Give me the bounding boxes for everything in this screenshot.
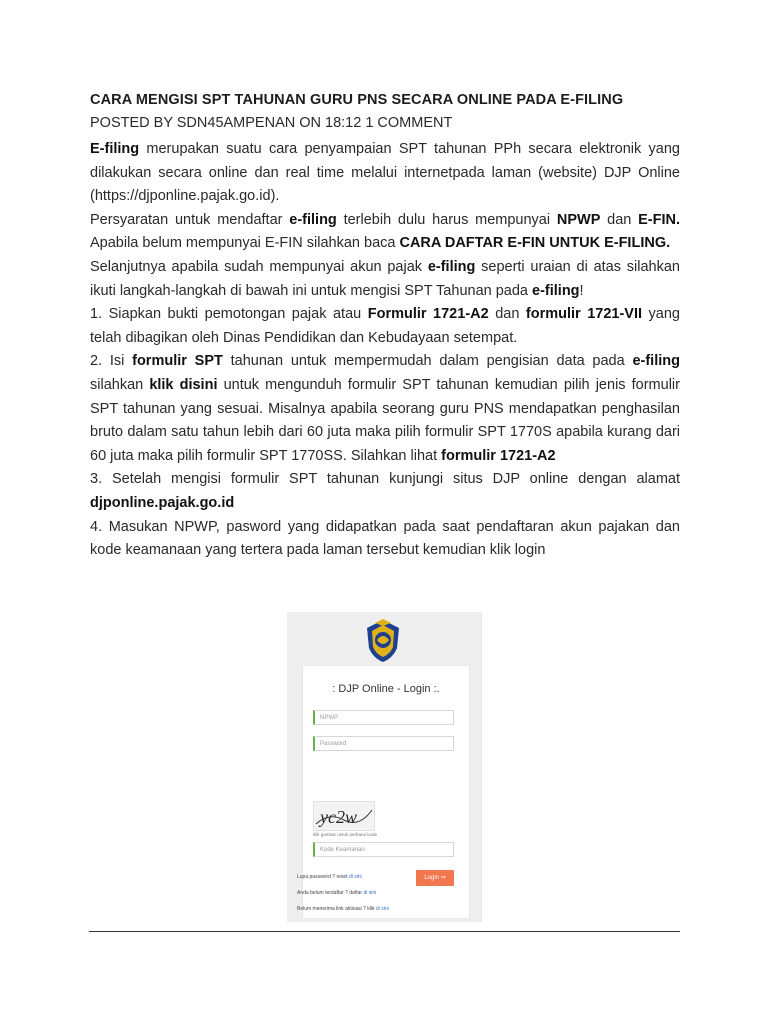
- activation-line: Belum menerima link aktivasi ? klik di sini: [297, 906, 389, 912]
- captcha-hint: klik gambar untuk perbarui kode: [313, 832, 378, 837]
- link-klik-disini[interactable]: klik disini: [149, 376, 218, 393]
- post-meta: POSTED BY SDN45AMPENAN ON 18:12 1 COMMENT: [90, 115, 453, 131]
- article: [90, 92, 680, 563]
- login-button[interactable]: Login ⇒: [416, 870, 454, 886]
- bold-term: E-filing: [90, 141, 140, 157]
- password-field[interactable]: Password: [313, 736, 454, 751]
- forgot-password-line: Lupa password ? reset di sini: [297, 874, 362, 880]
- captcha-text: yc2w: [320, 807, 357, 827]
- step-2: 2. Isi formulir SPT tahunan untuk mempermudah dalam pengisian data pada e-filing silahkan klik disini untuk mengunduh formulir SPT tahunan kemudian pilih jenis formulir SPT tahunan yang sesuai. Misalnya apabila seorang guru PNS mendapatkan penghasilan bruto dalam satu tahun lebih dari 60 juta maka pilih formulir SPT 1770S apabila kurang dari 60 juta maka pilih formulir SPT 1770SS. Silahkan lihat formulir 1721-A2: [90, 353, 680, 464]
- link-djponline[interactable]: djponline.pajak.go.id: [90, 494, 235, 511]
- step-4: 4. Masukan NPWP, pasword yang didapatkan pada saat pendaftaran akun pajakan dan kode keamanaan yang tertera pada laman tersebut kemudian klik login: [90, 518, 680, 559]
- captcha-image[interactable]: [313, 801, 375, 831]
- login-card: [303, 666, 469, 918]
- security-code-field[interactable]: Kode Keamanan: [313, 842, 454, 857]
- reset-link[interactable]: di sini: [348, 874, 362, 880]
- npwp-field[interactable]: NPWP: [313, 710, 454, 725]
- login-title: : DJP Online - Login :.: [332, 683, 440, 695]
- register-link[interactable]: di sini: [363, 890, 377, 896]
- bottom-divider: [89, 931, 680, 932]
- link-cara-daftar-efin[interactable]: CARA DAFTAR E-FIN UNTUK E-FILING.: [399, 235, 671, 252]
- register-line: Anda belum terdaftar ? daftar di sini: [297, 890, 377, 896]
- article-body: [90, 138, 680, 563]
- kemenkeu-emblem-icon: [363, 618, 403, 664]
- paragraph-next: Selanjutnya apabila sudah mempunyai akun pajak e-filing seperti uraian di atas silahkan ikuti langkah-langkah di bawah ini untuk mengisi SPT Tahunan pada e-filing!: [90, 258, 680, 299]
- article-title: CARA MENGISI SPT TAHUNAN GURU PNS SECARA ONLINE PADA E-FILING: [90, 92, 624, 108]
- step-3: 3. Setelah mengisi formulir SPT tahunan kunjungi situs DJP online dengan alamat djponline.pajak.go.id: [90, 471, 680, 511]
- link-formulir-1721-a2[interactable]: formulir 1721-A2: [441, 447, 556, 464]
- activation-link[interactable]: di sini: [375, 906, 389, 912]
- step-1: 1. Siapkan bukti pemotongan pajak atau Formulir 1721-A2 dan formulir 1721-VII yang telah dibagikan oleh Dinas Pendidikan dan Kebudayaan setempat.: [90, 306, 680, 346]
- paragraph-efiling-intro: E-filing merupakan suatu cara penyampaian SPT tahunan PPh secara elektronik yang dilakukan secara online dan real time melalui internetpada laman (website) DJP Online (https://djponline.pajak.go.id).: [90, 141, 680, 205]
- login-screenshot: [287, 612, 482, 922]
- paragraph-requirements: Persyaratan untuk mendaftar e-filing terlebih dulu harus mempunyai NPWP dan E-FIN. Apabila belum mempunyai E-FIN silahkan baca CARA DAFTAR E-FIN UNTUK E-FILING.: [90, 211, 680, 252]
